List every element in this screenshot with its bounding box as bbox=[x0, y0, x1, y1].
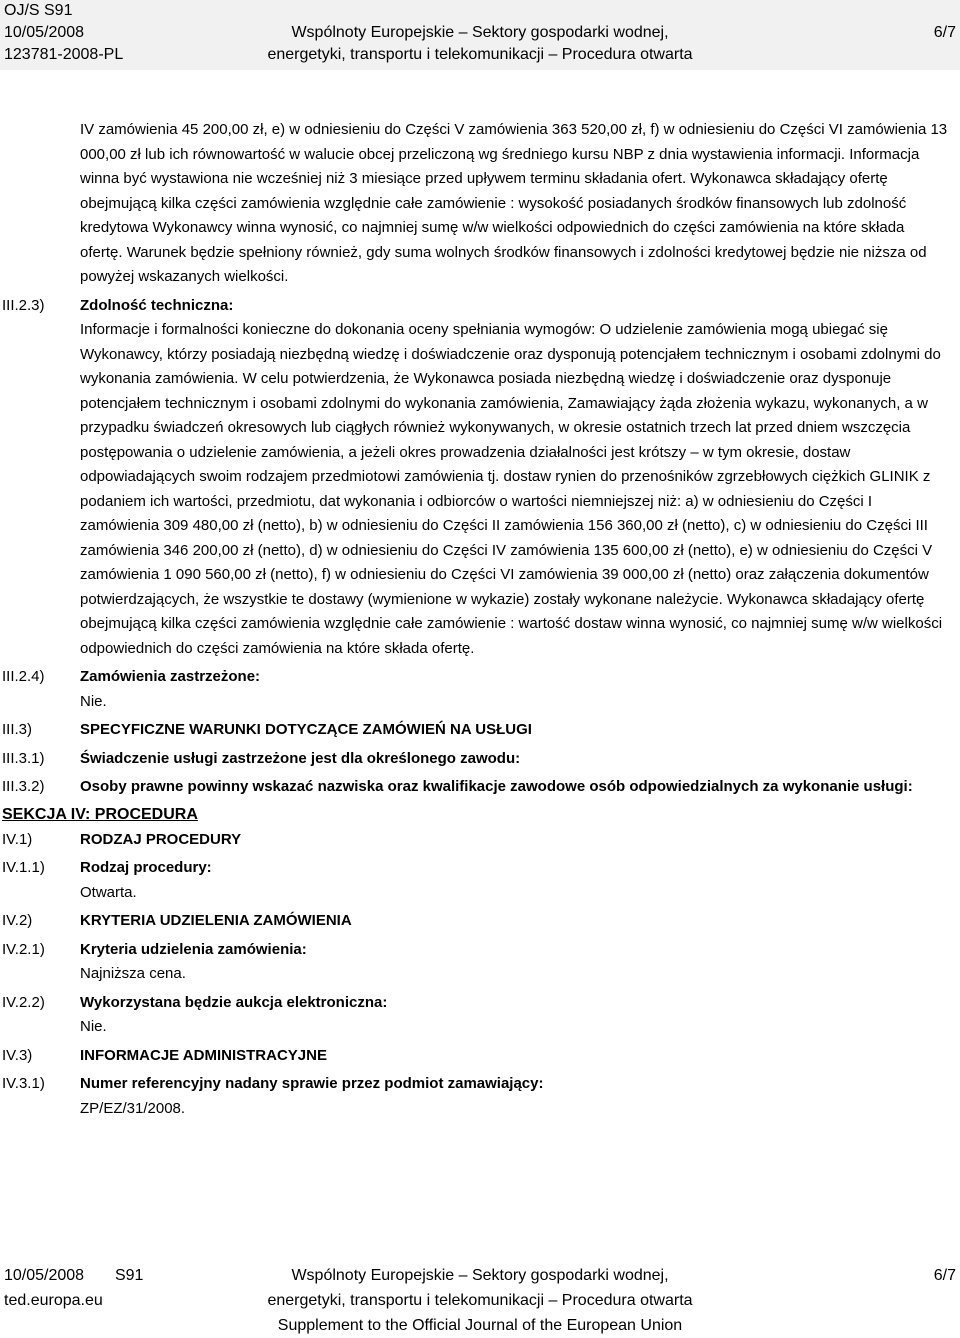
section-number: IV.2) bbox=[2, 912, 33, 929]
section-number: III.3.2) bbox=[2, 778, 45, 795]
section-iv-heading: SEKCJA IV: PROCEDURA bbox=[2, 805, 198, 823]
header-journal: OJ/S S91 bbox=[4, 2, 73, 19]
section-text: Nie. bbox=[80, 692, 107, 710]
footer-supplement: Supplement to the Official Journal of the European Union bbox=[277, 1317, 683, 1334]
header-ref: 123781-2008-PL bbox=[4, 46, 124, 63]
section-iv-1-1 bbox=[0, 856, 960, 905]
section-label: RODZAJ PROCEDURY bbox=[80, 830, 242, 848]
footer-series: S91 bbox=[114, 1267, 144, 1284]
section-iv-3 bbox=[0, 1044, 960, 1069]
section-number: IV.1.1) bbox=[2, 859, 45, 876]
page-header bbox=[0, 0, 960, 70]
section-label: Kryteria udzielenia zamówienia: bbox=[80, 940, 307, 958]
paragraph-financial bbox=[0, 118, 960, 290]
section-iii-3-2 bbox=[0, 775, 960, 800]
footer-title-line1: Wspólnoty Europejskie – Sektory gospodarki wodnej, bbox=[291, 1267, 669, 1284]
section-label: Numer referencyjny nadany sprawie przez podmiot zamawiający: bbox=[80, 1075, 544, 1092]
section-iv-2 bbox=[0, 909, 960, 934]
section-text: Najniższa cena. bbox=[80, 965, 186, 982]
page-footer bbox=[0, 1264, 960, 1338]
section-number: III.2.4) bbox=[2, 668, 45, 685]
section-label: Świadczenie usługi zastrzeżone jest dla określonego zawodu: bbox=[80, 749, 521, 767]
section-iv-3-1 bbox=[0, 1072, 960, 1121]
section-label: KRYTERIA UDZIELENIA ZAMÓWIENIA bbox=[80, 912, 352, 929]
section-text: Otwarta. bbox=[80, 883, 137, 901]
section-iii-2-4 bbox=[0, 665, 960, 714]
section-number: III.2.3) bbox=[2, 296, 45, 314]
section-text: ZP/EZ/31/2008. bbox=[80, 1099, 186, 1117]
section-number: IV.2.2) bbox=[2, 993, 45, 1011]
footer-title-line2: energetyki, transportu i telekomunikacji – Procedura otwarta bbox=[267, 1292, 693, 1309]
section-iv-2-2 bbox=[0, 991, 960, 1040]
section-number: III.3) bbox=[2, 721, 33, 738]
section-iii-3 bbox=[0, 718, 960, 743]
header-title-line1: Wspólnoty Europejskie – Sektory gospodarki wodnej, bbox=[291, 24, 669, 41]
section-label: SPECYFICZNE WARUNKI DOTYCZĄCE ZAMÓWIEŃ NA USŁUGI bbox=[80, 721, 532, 738]
section-number: III.3.1) bbox=[2, 749, 45, 767]
section-number: IV.3.1) bbox=[2, 1075, 45, 1092]
section-label: Zdolność techniczna: bbox=[80, 296, 234, 314]
document-body bbox=[0, 118, 960, 1121]
section-iii-2-3 bbox=[0, 294, 960, 662]
header-title-line2: energetyki, transportu i telekomunikacji – Procedura otwarta bbox=[267, 46, 693, 63]
section-text: Informacje i formalności konieczne do dokonania oceny spełniania wymogów: O udzielenie zamówienia mogą ubiegać się Wykonawcy, którzy posiadają niezbędną wiedzę i doświadczenie oraz dysponują potencjałem technicznym i osobami zdolnymi do wykonania zamówienia. W celu potwierdzenia, że Wykonawca posiada niezbędną wiedzę i doświadczenie oraz dysponuje potencjałem technicznym i osobami zdolnymi do wykonania zamówienia, Zamawiający żąda złożenia wykazu, wykonanych, a w przypadku świadczeń okresowych lub ciągłych również wykonywanych, w okresie ostatnich trzech lat przed dniem wszczęcia postępowania o udzielenie zamówienia, a jeżeli okres prowadzenia działalności jest krótszy – w tym okresie, dostaw odpowiadających swoim rodzajem przedmiotowi zamówienia tj. dostaw rynien do przenośników zgrzebłowych ciężkich GLINIK z podaniem ich wartości, przedmiotu, dat wykonania i odbiorców o wartości niemniejszej niż: a) w odniesieniu do Części I zamówienia 309 480,00 zł (netto), b) w odniesieniu do Części II zamówienia 156 360,00 zł (netto), c) w odniesieniu do Części III zamówienia 346 200,00 zł (netto), d) w odniesieniu do Części IV zamówienia 135 600,00 zł (netto), e) w odniesieniu do Części V zamówienia 1 090 560,00 zł (netto), f) w odniesieniu do Części VI zamówienia 39 000,00 zł (netto) oraz załączenia dokumentów potwierdzających, że wszystkie te dostawy (wymienione w wykazie) zostały wykonane należycie. Wykonawca składający ofertę obejmującą kilka części zamówienia względnie całe zamówienie : wartość dostaw winna wynosić, co najmniej sumę w/w wielkości odpowiednich do części zamówienia na które składa ofertę. bbox=[80, 321, 943, 657]
footer-site-link[interactable]: ted.europa.eu bbox=[4, 1292, 103, 1309]
financial-text: IV zamówienia 45 200,00 zł, e) w odniesieniu do Części V zamówienia 363 520,00 zł, f) w odniesieniu do Części VI zamówienia 13 000,00 zł lub ich równowartość w walucie obcej przeliczoną wg średniego kursu NBP z dnia wystawienia informacji. Informacja winna być wystawiona nie wcześniej niż 3 miesiące przed upływem terminu składania ofert. Wykonawca składający ofertę obejmującą kilka części zamówienia względnie całe zamówienie : wysokość posiadanych środków finansowych lub zdolność kredytowa Wykonawcy winna wynosić, co najmniej sumę w/w wielkości odpowiednich do części zamówienia na które składa ofertę. Warunek będzie spełniony również, gdy suma wolnych środków finansowych i zdolności kredytowej będzie nie niższa od powyżej wskazanych wielkości. bbox=[80, 121, 948, 285]
section-label: Osoby prawne powinny wskazać nazwiska oraz kwalifikacje zawodowe osób odpowiedzialnych za wykonanie usługi: bbox=[80, 778, 913, 795]
footer-date: 10/05/2008 bbox=[4, 1267, 85, 1284]
section-label: Wykorzystana będzie aukcja elektroniczna: bbox=[80, 993, 388, 1011]
section-label: Rodzaj procedury: bbox=[80, 859, 212, 876]
section-iii-3-1 bbox=[0, 747, 960, 772]
header-date: 10/05/2008 bbox=[4, 24, 85, 41]
section-number: IV.2.1) bbox=[2, 940, 45, 958]
section-label: INFORMACJE ADMINISTRACYJNE bbox=[80, 1046, 327, 1064]
footer-page-number: 6/7 bbox=[933, 1267, 956, 1284]
section-text: Nie. bbox=[80, 1018, 107, 1035]
section-iv-2-1 bbox=[0, 938, 960, 987]
section-number: IV.1) bbox=[2, 830, 33, 848]
section-number: IV.3) bbox=[2, 1046, 33, 1064]
header-page-number: 6/7 bbox=[933, 24, 956, 41]
section-label: Zamówienia zastrzeżone: bbox=[80, 668, 261, 685]
section-iv-1 bbox=[0, 828, 960, 853]
